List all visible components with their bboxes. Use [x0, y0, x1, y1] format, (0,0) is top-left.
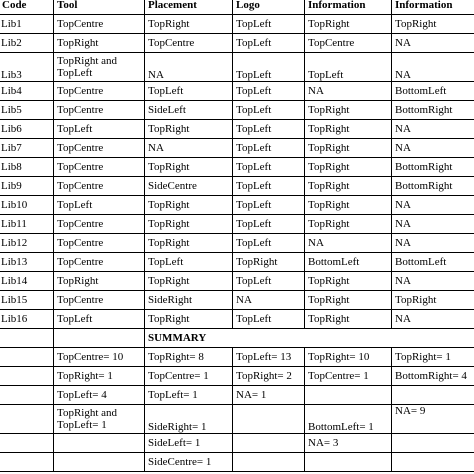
cell-logo: TopLeft: [233, 234, 305, 253]
cell-code: Lib14: [0, 272, 54, 291]
summary-cell-information: TopCentre= 1: [305, 367, 392, 386]
summary-cell-placement: TopCentre= 1: [145, 367, 233, 386]
cell-code: Lib7: [0, 139, 54, 158]
cell-logo: TopLeft: [233, 272, 305, 291]
cell-code: Lib12: [0, 234, 54, 253]
table-row: [0, 253, 474, 272]
table-row: [0, 101, 474, 120]
summary-cell-information-2: NA= 9: [392, 405, 474, 434]
cell-information: TopRight: [305, 101, 392, 120]
table-row: [0, 139, 474, 158]
header-placement: Placement: [145, 0, 233, 15]
cell-information: NA: [305, 234, 392, 253]
summary-cell-tool: [54, 453, 145, 472]
table-row: [0, 158, 474, 177]
cell-information-2: TopRight: [392, 291, 474, 310]
cell-code: Lib16: [0, 310, 54, 329]
table-row: [0, 15, 474, 34]
cell-placement: TopRight: [145, 196, 233, 215]
cell-placement: NA: [145, 139, 233, 158]
cell-information: TopRight: [305, 158, 392, 177]
summary-cell-code: [0, 367, 54, 386]
cell-information-2: TopRight: [392, 15, 474, 34]
cell-information: TopRight: [305, 272, 392, 291]
summary-cell-tool: TopCentre= 10: [54, 348, 145, 367]
cell-tool: TopRight: [54, 34, 145, 53]
summary-cell-information-2: [392, 434, 474, 453]
cell-placement: TopRight: [145, 120, 233, 139]
cell-code: Lib8: [0, 158, 54, 177]
cell-code: Lib13: [0, 253, 54, 272]
summary-cell-code: [0, 386, 54, 405]
cell-tool: TopCentre: [54, 215, 145, 234]
cell-code: Lib11: [0, 215, 54, 234]
summary-row: [0, 386, 474, 405]
header-logo: Logo: [233, 0, 305, 15]
summary-blank-cell: [54, 329, 145, 348]
summary-cell-code: [0, 453, 54, 472]
cell-placement: SideCentre: [145, 177, 233, 196]
cell-placement: SideRight: [145, 291, 233, 310]
cell-tool: TopCentre: [54, 158, 145, 177]
summary-cell-code: [0, 348, 54, 367]
summary-cell-information-2: TopRight= 1: [392, 348, 474, 367]
cell-tool: TopLeft: [54, 196, 145, 215]
table-row: [0, 272, 474, 291]
summary-blank-cell: [0, 329, 54, 348]
header-code: Code: [0, 0, 54, 15]
cell-tool: TopCentre: [54, 101, 145, 120]
summary-cell-logo: [233, 453, 305, 472]
cell-logo: TopLeft: [233, 139, 305, 158]
cell-information: TopRight: [305, 120, 392, 139]
cell-information-2: NA: [392, 120, 474, 139]
cell-logo: TopLeft: [233, 196, 305, 215]
summary-cell-logo: NA= 1: [233, 386, 305, 405]
summary-cell-placement: SideCentre= 1: [145, 453, 233, 472]
header-tool: Tool: [54, 0, 145, 15]
cell-information-2: NA: [392, 234, 474, 253]
summary-cell-placement: SideLeft= 1: [145, 434, 233, 453]
cell-code: Lib2: [0, 34, 54, 53]
summary-row: [0, 434, 474, 453]
summary-cell-code: [0, 405, 54, 434]
cell-logo: TopLeft: [233, 34, 305, 53]
cell-code: Lib1: [0, 15, 54, 34]
cell-placement: TopLeft: [145, 82, 233, 101]
cell-code: Lib4: [0, 82, 54, 101]
table-row: [0, 291, 474, 310]
cell-code: Lib10: [0, 196, 54, 215]
cell-information-2: NA: [392, 272, 474, 291]
cell-information: TopRight: [305, 291, 392, 310]
cell-placement: TopRight: [145, 272, 233, 291]
cell-placement: TopRight: [145, 234, 233, 253]
cell-tool: TopRight and TopLeft: [54, 53, 145, 82]
summary-cell-tool: [54, 434, 145, 453]
cell-placement: TopRight: [145, 158, 233, 177]
table-row: [0, 196, 474, 215]
cell-placement: TopRight: [145, 15, 233, 34]
summary-label: SUMMARY: [145, 329, 474, 348]
cell-logo: TopLeft: [233, 15, 305, 34]
cell-information-2: NA: [392, 310, 474, 329]
cell-information: TopRight: [305, 196, 392, 215]
summary-cell-logo: [233, 434, 305, 453]
summary-cell-logo: TopRight= 2: [233, 367, 305, 386]
summary-cell-tool: TopLeft= 4: [54, 386, 145, 405]
cell-information: TopRight: [305, 177, 392, 196]
summary-cell-placement: TopLeft= 1: [145, 386, 233, 405]
summary-cell-information-2: [392, 386, 474, 405]
table-row: [0, 310, 474, 329]
header-information-2: Information: [392, 0, 474, 15]
cell-tool: TopCentre: [54, 234, 145, 253]
cell-logo: TopLeft: [233, 101, 305, 120]
cell-tool: TopCentre: [54, 177, 145, 196]
cell-placement: TopCentre: [145, 34, 233, 53]
cell-information: TopCentre: [305, 34, 392, 53]
cell-information: TopRight: [305, 139, 392, 158]
summary-row: [0, 367, 474, 386]
cell-information-2: NA: [392, 53, 474, 82]
summary-cell-information-2: BottomRight= 4: [392, 367, 474, 386]
cell-tool: TopCentre: [54, 15, 145, 34]
cell-information: TopRight: [305, 310, 392, 329]
cell-code: Lib15: [0, 291, 54, 310]
summary-cell-information-2: [392, 453, 474, 472]
cell-logo: TopRight: [233, 253, 305, 272]
summary-row: [0, 348, 474, 367]
summary-cell-information: TopRight= 10: [305, 348, 392, 367]
cell-information: NA: [305, 82, 392, 101]
cell-information: TopRight: [305, 15, 392, 34]
cell-placement: TopRight: [145, 310, 233, 329]
cell-information: TopRight: [305, 215, 392, 234]
cell-logo: TopLeft: [233, 215, 305, 234]
cell-tool: TopCentre: [54, 253, 145, 272]
cell-information-2: NA: [392, 215, 474, 234]
cell-information-2: BottomRight: [392, 158, 474, 177]
summary-row: [0, 453, 474, 472]
table-row: [0, 120, 474, 139]
cell-information: TopLeft: [305, 53, 392, 82]
summary-cell-logo: TopLeft= 13: [233, 348, 305, 367]
summary-cell-code: [0, 434, 54, 453]
cell-information-2: BottomRight: [392, 177, 474, 196]
cell-logo: TopLeft: [233, 53, 305, 82]
cell-placement: NA: [145, 53, 233, 82]
cell-code: Lib5: [0, 101, 54, 120]
cell-logo: TopLeft: [233, 158, 305, 177]
cell-information-2: BottomRight: [392, 101, 474, 120]
cell-code: Lib6: [0, 120, 54, 139]
cell-tool: TopLeft: [54, 120, 145, 139]
cell-logo: NA: [233, 291, 305, 310]
cell-information-2: BottomLeft: [392, 253, 474, 272]
cell-placement: SideLeft: [145, 101, 233, 120]
summary-row: [0, 405, 474, 434]
cell-information-2: NA: [392, 34, 474, 53]
cell-code: Lib3: [0, 53, 54, 82]
summary-cell-tool: TopRight= 1: [54, 367, 145, 386]
summary-cell-information: NA= 3: [305, 434, 392, 453]
table-row: [0, 177, 474, 196]
table-row: [0, 53, 474, 82]
cell-placement: TopRight: [145, 215, 233, 234]
table-row: [0, 34, 474, 53]
header-row: [0, 0, 474, 15]
summary-header-row: [0, 329, 474, 348]
summary-cell-placement: TopRight= 8: [145, 348, 233, 367]
cell-tool: TopRight: [54, 272, 145, 291]
cell-code: Lib9: [0, 177, 54, 196]
cell-logo: TopLeft: [233, 120, 305, 139]
cell-information: BottomLeft: [305, 253, 392, 272]
cell-tool: TopCentre: [54, 139, 145, 158]
header-information: Information: [305, 0, 392, 15]
cell-information-2: BottomLeft: [392, 82, 474, 101]
table-row: [0, 82, 474, 101]
summary-cell-placement: SideRight= 1: [145, 405, 233, 434]
cell-information-2: NA: [392, 196, 474, 215]
cell-tool: TopLeft: [54, 310, 145, 329]
summary-cell-information: [305, 386, 392, 405]
cell-tool: TopCentre: [54, 82, 145, 101]
summary-cell-information: [305, 453, 392, 472]
cell-tool: TopCentre: [54, 291, 145, 310]
table-row: [0, 215, 474, 234]
cell-logo: TopLeft: [233, 82, 305, 101]
summary-cell-logo: [233, 405, 305, 434]
cell-information-2: NA: [392, 139, 474, 158]
summary-cell-tool: TopRight and TopLeft= 1: [54, 405, 145, 434]
cell-placement: TopLeft: [145, 253, 233, 272]
table-row: [0, 234, 474, 253]
summary-cell-information: BottomLeft= 1: [305, 405, 392, 434]
cell-logo: TopLeft: [233, 177, 305, 196]
cell-logo: TopLeft: [233, 310, 305, 329]
